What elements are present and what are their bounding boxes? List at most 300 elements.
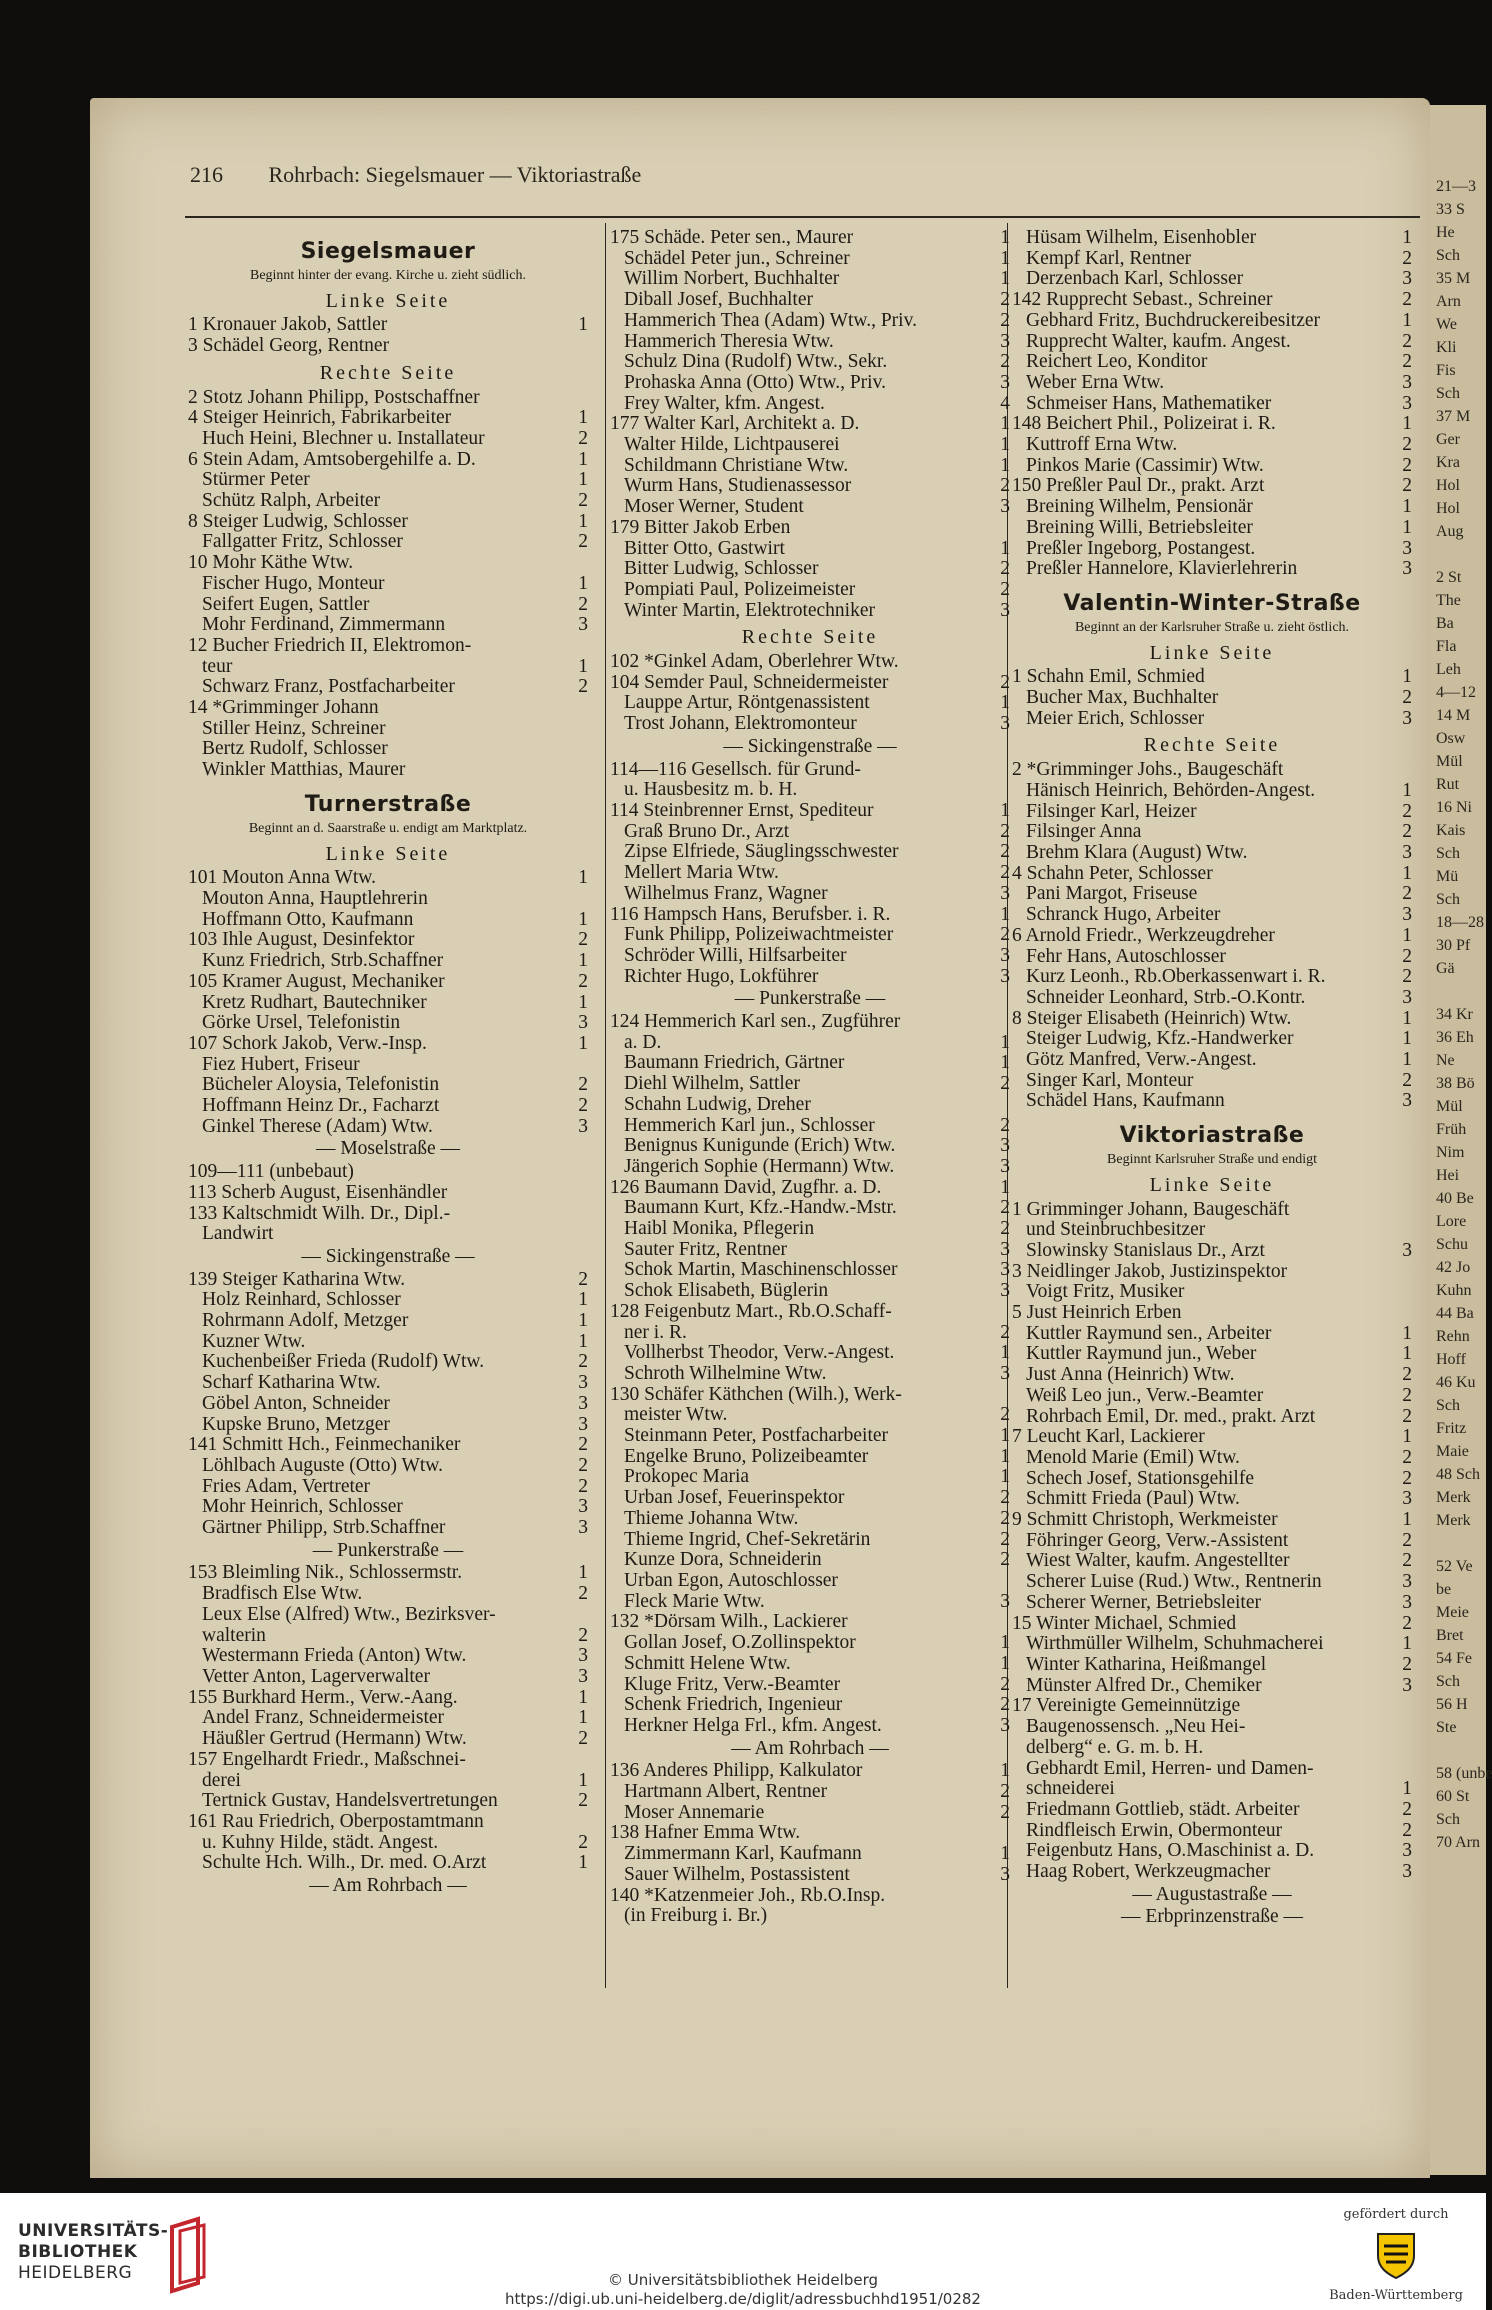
resident-entry: [188, 1853, 588, 1874]
library-name-line3: HEIDELBERG: [18, 2263, 133, 2283]
entry-text: Gebhard Fritz, Buchdruckereibesitzer: [1026, 309, 1321, 331]
entry-text: Kuttroff Erna Wtw.: [1026, 434, 1178, 456]
entry-text: Schok Elisabeth, Büglerin: [624, 1280, 829, 1302]
address-entry: [188, 1812, 588, 1833]
entry-text: 116 Hampsch Hans, Berufsber. i. R.: [610, 903, 891, 925]
column-divider: [605, 223, 606, 1988]
entry-text: Winkler Matthias, Maurer: [202, 759, 406, 781]
resident-entry: [1012, 884, 1412, 905]
entry-text: Haibl Monika, Pflegerin: [624, 1218, 815, 1240]
address-entry: [610, 760, 1010, 781]
floor-number: 2: [1402, 821, 1412, 843]
next-page-fragment: Leh: [1436, 661, 1461, 678]
address-entry: [188, 1183, 588, 1204]
entry-text: Bertz Rudolf, Schlosser: [202, 738, 388, 760]
resident-entry: [610, 822, 1010, 843]
floor-number: 2: [1000, 1114, 1010, 1136]
entry-text: 107 Schork Jakob, Verw.-Insp.: [188, 1032, 427, 1054]
resident-entry: [188, 1055, 588, 1076]
address-entry: [1012, 1427, 1412, 1448]
resident-entry: [1012, 539, 1412, 560]
next-page-fragment: 56 H: [1436, 1696, 1468, 1713]
floor-number: 1: [1000, 1466, 1010, 1488]
entry-text: Holz Reinhard, Schlosser: [202, 1289, 401, 1311]
entry-text: Graß Bruno Dr., Arzt: [624, 820, 790, 842]
state-crest-icon: [1370, 2228, 1422, 2280]
resident-entry: [1012, 1365, 1412, 1386]
entry-text: Diball Josef, Buchhalter: [624, 289, 813, 311]
resident-entry: [1012, 1551, 1412, 1572]
entry-text: Haag Robert, Werkzeugmacher: [1026, 1861, 1271, 1883]
floor-number: 1: [578, 314, 588, 336]
floor-number: 2: [1000, 862, 1010, 884]
floor-number: 2: [578, 1074, 588, 1096]
resident-entry: [610, 1323, 1010, 1344]
entry-text: Schildmann Christiane Wtw.: [624, 454, 849, 476]
floor-number: 1: [1000, 1052, 1010, 1074]
next-page-fragment: Hol: [1436, 477, 1460, 494]
floor-number: 1: [1000, 537, 1010, 559]
resident-entry: [188, 595, 588, 616]
entry-text: Hammerich Theresia Wtw.: [624, 330, 834, 352]
floor-number: 3: [1000, 599, 1010, 621]
resident-entry: [188, 1415, 588, 1436]
cross-street: — Punkerstraße —: [734, 988, 886, 1010]
floor-number: 2: [578, 1583, 588, 1605]
floor-number: 1: [578, 950, 588, 972]
resident-entry: [1012, 269, 1412, 290]
entry-text: Schädel Hans, Kaufmann: [1026, 1090, 1225, 1112]
entry-text: 114 Steinbrenner Ernst, Spediteur: [610, 799, 874, 821]
resident-entry: [610, 1654, 1010, 1675]
entry-text: 8 Steiger Ludwig, Schlosser: [188, 510, 408, 532]
resident-entry: [1012, 1531, 1412, 1552]
resident-entry: [1012, 905, 1412, 926]
floor-number: 3: [1402, 1571, 1412, 1593]
address-entry: [610, 673, 1010, 694]
entry-text: Föhringer Georg, Verw.-Assistent: [1026, 1529, 1289, 1551]
address-entry: [1012, 414, 1412, 435]
floor-number: 1: [1402, 1007, 1412, 1029]
resident-entry: [610, 352, 1010, 373]
entry-text: delberg“ e. G. m. b. H.: [1026, 1736, 1204, 1758]
entry-text: Schädel Peter jun., Schreiner: [624, 247, 850, 269]
floor-number: 3: [1402, 904, 1412, 926]
resident-entry: [1012, 1469, 1412, 1490]
entry-text: 8 Steiger Elisabeth (Heinrich) Wtw.: [1012, 1007, 1292, 1029]
entry-text: Wurm Hans, Studienassessor: [624, 475, 852, 497]
next-page-fragment: Sch: [1436, 1811, 1460, 1828]
cross-street: — Punkerstraße —: [312, 1539, 464, 1561]
address-entry: [1012, 926, 1412, 947]
resident-entry: [610, 559, 1010, 580]
entry-text: Singer Karl, Monteur: [1026, 1069, 1194, 1091]
floor-number: 3: [578, 614, 588, 636]
floor-number: 1: [1000, 1652, 1010, 1674]
address-entry: [188, 408, 588, 429]
entry-text: 9 Schmitt Christoph, Werkmeister: [1012, 1509, 1278, 1531]
entry-text: Fehr Hans, Autoschlosser: [1026, 945, 1226, 967]
next-page-fragment: Ba: [1436, 615, 1454, 632]
entry-text: 1 Schahn Emil, Schmied: [1012, 666, 1205, 688]
entry-text: Trost Johann, Elektromonteur: [624, 713, 857, 735]
address-entry: [1012, 1200, 1412, 1221]
floor-number: 4: [1000, 392, 1010, 414]
floor-number: 2: [1000, 1781, 1010, 1803]
street-heading: Siegelsmauer: [300, 239, 476, 264]
entry-text: 102 *Ginkel Adam, Oberlehrer Wtw.: [610, 651, 899, 673]
entry-text: Sauer Wilhelm, Postassistent: [624, 1863, 850, 1885]
entry-text: Leux Else (Alfred) Wtw., Bezirksver-: [202, 1603, 496, 1625]
resident-entry: [188, 1075, 588, 1096]
resident-entry: [188, 889, 588, 910]
entry-text: Pompiati Paul, Polizeimeister: [624, 578, 856, 600]
floor-number: 1: [1402, 1509, 1412, 1531]
resident-entry: [610, 946, 1010, 967]
entry-text: Urban Egon, Autoschlosser: [624, 1570, 838, 1591]
entry-text: Bitter Otto, Gastwirt: [624, 537, 785, 559]
floor-number: 1: [1000, 799, 1010, 821]
entry-text: Schmitt Frieda (Paul) Wtw.: [1026, 1488, 1240, 1510]
resident-entry: [1012, 802, 1412, 823]
resident-entry: [610, 1157, 1010, 1178]
resident-entry: [610, 1116, 1010, 1137]
floor-number: 3: [1000, 882, 1010, 904]
resident-entry: [610, 780, 1010, 801]
next-page-fragment: 34 Kr: [1436, 1006, 1473, 1023]
next-page-fragment: Sch: [1436, 1673, 1460, 1690]
resident-entry: [188, 1117, 588, 1138]
entry-text: Löhlbach Auguste (Otto) Wtw.: [202, 1454, 443, 1476]
floor-number: 3: [1402, 1488, 1412, 1510]
entry-text: Prokopec Maria: [624, 1466, 750, 1488]
floor-number: 1: [1000, 692, 1010, 714]
cross-street: — Am Rohrbach —: [731, 1737, 889, 1759]
copyright-text: © Universitätsbibliothek Heidelberg: [607, 2271, 878, 2289]
entry-text: Kretz Rudhart, Bautechniker: [202, 991, 427, 1013]
floor-number: 3: [578, 1012, 588, 1034]
floor-number: 2: [1000, 1073, 1010, 1095]
next-page-fragment: 36 Eh: [1436, 1029, 1474, 1046]
floor-number: 2: [1000, 475, 1010, 497]
next-page-fragment: Rehn: [1436, 1328, 1470, 1345]
resident-entry: [610, 714, 1010, 735]
resident-entry: [1012, 435, 1412, 456]
resident-entry: [610, 1240, 1010, 1261]
entry-text: 161 Rau Friedrich, Oberpostamtmann: [188, 1810, 484, 1832]
resident-entry: [188, 1667, 588, 1688]
floor-number: 2: [1402, 1405, 1412, 1427]
address-entry: [1012, 1614, 1412, 1635]
floor-number: 1: [1402, 1426, 1412, 1448]
entry-text: Hänisch Heinrich, Behörden-Angest.: [1026, 779, 1316, 801]
address-entry: [610, 801, 1010, 822]
street-description: Beginnt an der Karlsruher Straße u. zieht östlich.: [1074, 619, 1350, 635]
entry-text: Schranck Hugo, Arbeiter: [1026, 904, 1221, 926]
address-entry: [188, 450, 588, 471]
floor-number: 2: [1402, 1798, 1412, 1820]
sponsor-block: [1326, 2207, 1466, 2303]
entry-text: Brehm Klara (August) Wtw.: [1026, 841, 1248, 863]
resident-entry: [1012, 1779, 1412, 1800]
floor-number: 3: [1000, 1362, 1010, 1384]
resident-entry: [188, 1833, 588, 1854]
entry-text: Meier Erich, Schlosser: [1026, 707, 1205, 729]
floor-number: 2: [1000, 671, 1010, 693]
resident-entry: [610, 476, 1010, 497]
address-entry: [610, 1178, 1010, 1199]
resident-entry: [610, 1633, 1010, 1654]
entry-text: Schröder Willi, Hilfsarbeiter: [624, 944, 847, 966]
floor-number: 3: [1000, 1280, 1010, 1302]
address-entry: [610, 1385, 1010, 1406]
floor-number: 2: [578, 676, 588, 698]
entry-text: 17 Vereinigte Gemeinnützige: [1012, 1695, 1241, 1717]
column-right: [1012, 228, 1412, 1930]
entry-text: Baugenossensch. „Neu Hei-: [1026, 1716, 1246, 1738]
floor-number: 1: [578, 572, 588, 594]
floor-number: 2: [578, 970, 588, 992]
entry-text: Feigenbutz Hans, O.Maschinist a. D.: [1026, 1840, 1315, 1862]
address-entry: [610, 518, 1010, 539]
floor-number: 2: [1000, 578, 1010, 600]
entry-text: Winter Katharina, Heißmangel: [1026, 1654, 1267, 1675]
adjacent-page-edge: [1430, 105, 1492, 2175]
floor-number: 3: [578, 1666, 588, 1687]
resident-entry: [610, 1426, 1010, 1447]
entry-text: Schech Josef, Stationsgehilfe: [1026, 1467, 1254, 1489]
resident-entry: [610, 580, 1010, 601]
resident-entry: [1012, 1655, 1412, 1676]
next-page-fragment: Kra: [1436, 454, 1460, 471]
entry-text: ner i. R.: [624, 1321, 687, 1343]
cross-street: — Erbprinzenstraße —: [1121, 1906, 1303, 1928]
floor-number: 3: [578, 1413, 588, 1435]
resident-entry: [188, 677, 588, 698]
side-heading: Rechte Seite: [1143, 734, 1281, 757]
resident-entry: [610, 497, 1010, 518]
entry-text: Filsinger Anna: [1026, 821, 1142, 843]
entry-text: 179 Bitter Jakob Erben: [610, 516, 791, 538]
next-page-fragment: Bret: [1436, 1627, 1464, 1644]
floor-number: 2: [1000, 558, 1010, 580]
floor-number: 2: [1402, 454, 1412, 476]
resident-entry: [188, 1394, 588, 1415]
street-description: Beginnt hinter der evang. Kirche u. zieht südlich.: [249, 267, 527, 283]
resident-entry: [610, 1803, 1010, 1824]
floor-number: 2: [578, 929, 588, 951]
entry-text: 4 Steiger Heinrich, Fabrikarbeiter: [188, 407, 452, 429]
entry-text: Häußler Gertrud (Hermann) Wtw.: [202, 1728, 467, 1750]
address-entry: [1012, 1009, 1412, 1030]
entry-text: 114—116 Gesellsch. für Grund-: [610, 758, 861, 780]
entry-text: Stürmer Peter: [202, 469, 310, 491]
entry-text: Baumann Friedrich, Gärtner: [624, 1052, 845, 1074]
floor-number: 3: [1402, 1840, 1412, 1862]
floor-number: 3: [1402, 371, 1412, 393]
side-heading: Linke Seite: [325, 289, 451, 312]
entry-text: schneiderei: [1026, 1778, 1115, 1800]
floor-number: 2: [1000, 820, 1010, 842]
resident-entry: [610, 456, 1010, 477]
copyright-block: [0, 2271, 1486, 2309]
floor-number: 1: [1000, 1445, 1010, 1467]
entry-text: Baumann Kurt, Kfz.-Handw.-Mstr.: [624, 1197, 897, 1219]
floor-number: 2: [1000, 1404, 1010, 1426]
floor-number: 3: [1402, 1591, 1412, 1613]
floor-number: 2: [1402, 1529, 1412, 1551]
resident-entry: [1012, 1091, 1412, 1112]
floor-number: 2: [578, 593, 588, 615]
resident-entry: [1012, 1344, 1412, 1365]
address-entry: [188, 388, 588, 409]
entry-text: Vollherbst Theodor, Verw.-Angest.: [624, 1342, 895, 1364]
resident-entry: [188, 1518, 588, 1539]
next-page-fragment: 35 M: [1436, 270, 1471, 287]
entry-text: Scherer Luise (Rud.) Wtw., Rentnerin: [1026, 1571, 1322, 1593]
resident-entry: [188, 1708, 588, 1729]
entry-text: Preßler Ingeborg, Postangest.: [1026, 537, 1256, 559]
next-page-fragment: Sch: [1436, 1397, 1460, 1414]
next-page-fragment: Hoff: [1436, 1351, 1466, 1368]
floor-number: 3: [1402, 268, 1412, 290]
entry-text: 7 Leucht Karl, Lackierer: [1012, 1426, 1205, 1448]
next-page-fragment: Sch: [1436, 247, 1460, 264]
next-page-fragment: Hei: [1436, 1167, 1460, 1184]
floor-number: 2: [1402, 351, 1412, 373]
entry-text: Huch Heini, Blechner u. Installateur: [202, 427, 485, 449]
resident-entry: [1012, 228, 1412, 249]
floor-number: 2: [578, 531, 588, 553]
next-page-fragment: Sch: [1436, 845, 1460, 862]
floor-number: 3: [1000, 330, 1010, 352]
library-name-line1: UNIVERSITÄTS-: [18, 2221, 169, 2241]
resident-entry: [1012, 822, 1412, 843]
entry-text: Moser Werner, Student: [624, 496, 804, 518]
floor-number: 2: [1000, 1549, 1010, 1571]
floor-number: 2: [1402, 945, 1412, 967]
floor-number: 1: [1402, 666, 1412, 688]
resident-entry: [1012, 394, 1412, 415]
entry-text: Weber Erna Wtw.: [1026, 371, 1165, 393]
resident-entry: [188, 1791, 588, 1812]
next-page-fragment: The: [1436, 592, 1461, 609]
entry-text: derei: [202, 1769, 241, 1791]
side-heading: Linke Seite: [1149, 641, 1275, 664]
resident-entry: [1012, 1800, 1412, 1821]
resident-entry: [188, 429, 588, 450]
floor-number: 1: [1402, 862, 1412, 884]
entry-text: Gärtner Philipp, Strb.Schaffner: [202, 1517, 446, 1539]
address-entry: [188, 1750, 588, 1771]
resident-entry: [1012, 1738, 1412, 1759]
entry-text: Winter Martin, Elektrotechniker: [624, 599, 875, 621]
floor-number: 3: [1000, 1238, 1010, 1260]
resident-entry: [1012, 497, 1412, 518]
cross-street: — Sickingenstraße —: [723, 735, 897, 757]
resident-entry: [1012, 1841, 1412, 1862]
address-entry: [1012, 1696, 1412, 1717]
entry-text: 3 Schädel Georg, Rentner: [188, 335, 390, 357]
next-page-fragment: Schu: [1436, 1236, 1468, 1253]
entry-text: Schroth Wilhelmine Wtw.: [624, 1362, 827, 1384]
entry-text: Landwirt: [202, 1223, 274, 1245]
floor-number: 2: [1000, 1487, 1010, 1509]
page-title: Rohrbach: Siegelsmauer — Viktoriastraße: [268, 162, 642, 187]
resident-entry: [1012, 781, 1412, 802]
floor-number: 1: [578, 407, 588, 429]
resident-entry: [610, 967, 1010, 988]
resident-entry: [610, 1260, 1010, 1281]
entry-text: Menold Marie (Emil) Wtw.: [1026, 1446, 1240, 1468]
entry-text: Mellert Maria Wtw.: [624, 862, 779, 884]
entry-text: Rindfleisch Erwin, Obermonteur: [1026, 1819, 1283, 1841]
floor-number: 2: [578, 490, 588, 512]
floor-number: 3: [1402, 1861, 1412, 1883]
next-page-fragment: 60 St: [1436, 1788, 1470, 1805]
floor-number: 1: [1402, 1778, 1412, 1800]
next-page-fragment: Ger: [1436, 431, 1460, 448]
floor-number: 2: [1000, 1673, 1010, 1695]
floor-number: 1: [1000, 1176, 1010, 1198]
address-entry: [610, 414, 1010, 435]
resident-entry: [1012, 1759, 1412, 1780]
next-page-fragment: Fritz: [1436, 1420, 1467, 1437]
resident-entry: [1012, 967, 1412, 988]
floor-number: 1: [578, 1707, 588, 1729]
resident-entry: [1012, 1862, 1412, 1883]
entry-text: Zipse Elfriede, Säuglingsschwester: [624, 841, 899, 863]
entry-text: Westermann Frieda (Anton) Wtw.: [202, 1645, 467, 1667]
next-page-fragment: Lore: [1436, 1213, 1467, 1230]
entry-text: 128 Feigenbutz Mart., Rb.O.Schaff-: [610, 1300, 892, 1322]
entry-text: 150 Preßler Paul Dr., prakt. Arzt: [1012, 475, 1265, 497]
next-page-fragment: Fis: [1436, 362, 1456, 379]
floor-number: 1: [578, 1032, 588, 1054]
next-page-fragment: Aug: [1436, 523, 1464, 540]
floor-number: 2: [1000, 1507, 1010, 1529]
side-heading: Linke Seite: [1149, 1173, 1275, 1196]
entry-text: 101 Mouton Anna Wtw.: [188, 867, 376, 889]
next-page-fragment: be: [1436, 1581, 1452, 1598]
next-page-fragment: 18—28: [1436, 914, 1484, 931]
entry-text: Schmitt Helene Wtw.: [624, 1652, 791, 1674]
floor-number: 2: [1402, 800, 1412, 822]
resident-entry: [610, 693, 1010, 714]
floor-number: 1: [578, 510, 588, 532]
floor-number: 1: [1000, 903, 1010, 925]
sponsor-name[interactable]: Baden-Württemberg: [1329, 2288, 1463, 2303]
floor-number: 3: [1000, 1135, 1010, 1157]
floor-number: 2: [1000, 924, 1010, 946]
street-heading: Turnerstraße: [304, 791, 472, 817]
next-page-fragment: 14 M: [1436, 707, 1471, 724]
side-heading: Rechte Seite: [741, 626, 879, 649]
page-header: [190, 162, 641, 188]
permalink-url[interactable]: https://digi.ub.uni-heidelberg.de/diglit/adressbuchhd1951/0282: [505, 2290, 981, 2308]
floor-number: 1: [578, 655, 588, 677]
resident-entry: [188, 1332, 588, 1353]
floor-number: 1: [1000, 227, 1010, 248]
resident-entry: [1012, 1821, 1412, 1842]
resident-entry: [1012, 988, 1412, 1009]
floor-number: 2: [1000, 841, 1010, 863]
floor-number: 2: [578, 1728, 588, 1750]
resident-entry: [610, 1219, 1010, 1240]
address-entry: [188, 1034, 588, 1055]
floor-number: 2: [578, 1268, 588, 1290]
floor-number: 3: [1000, 496, 1010, 518]
